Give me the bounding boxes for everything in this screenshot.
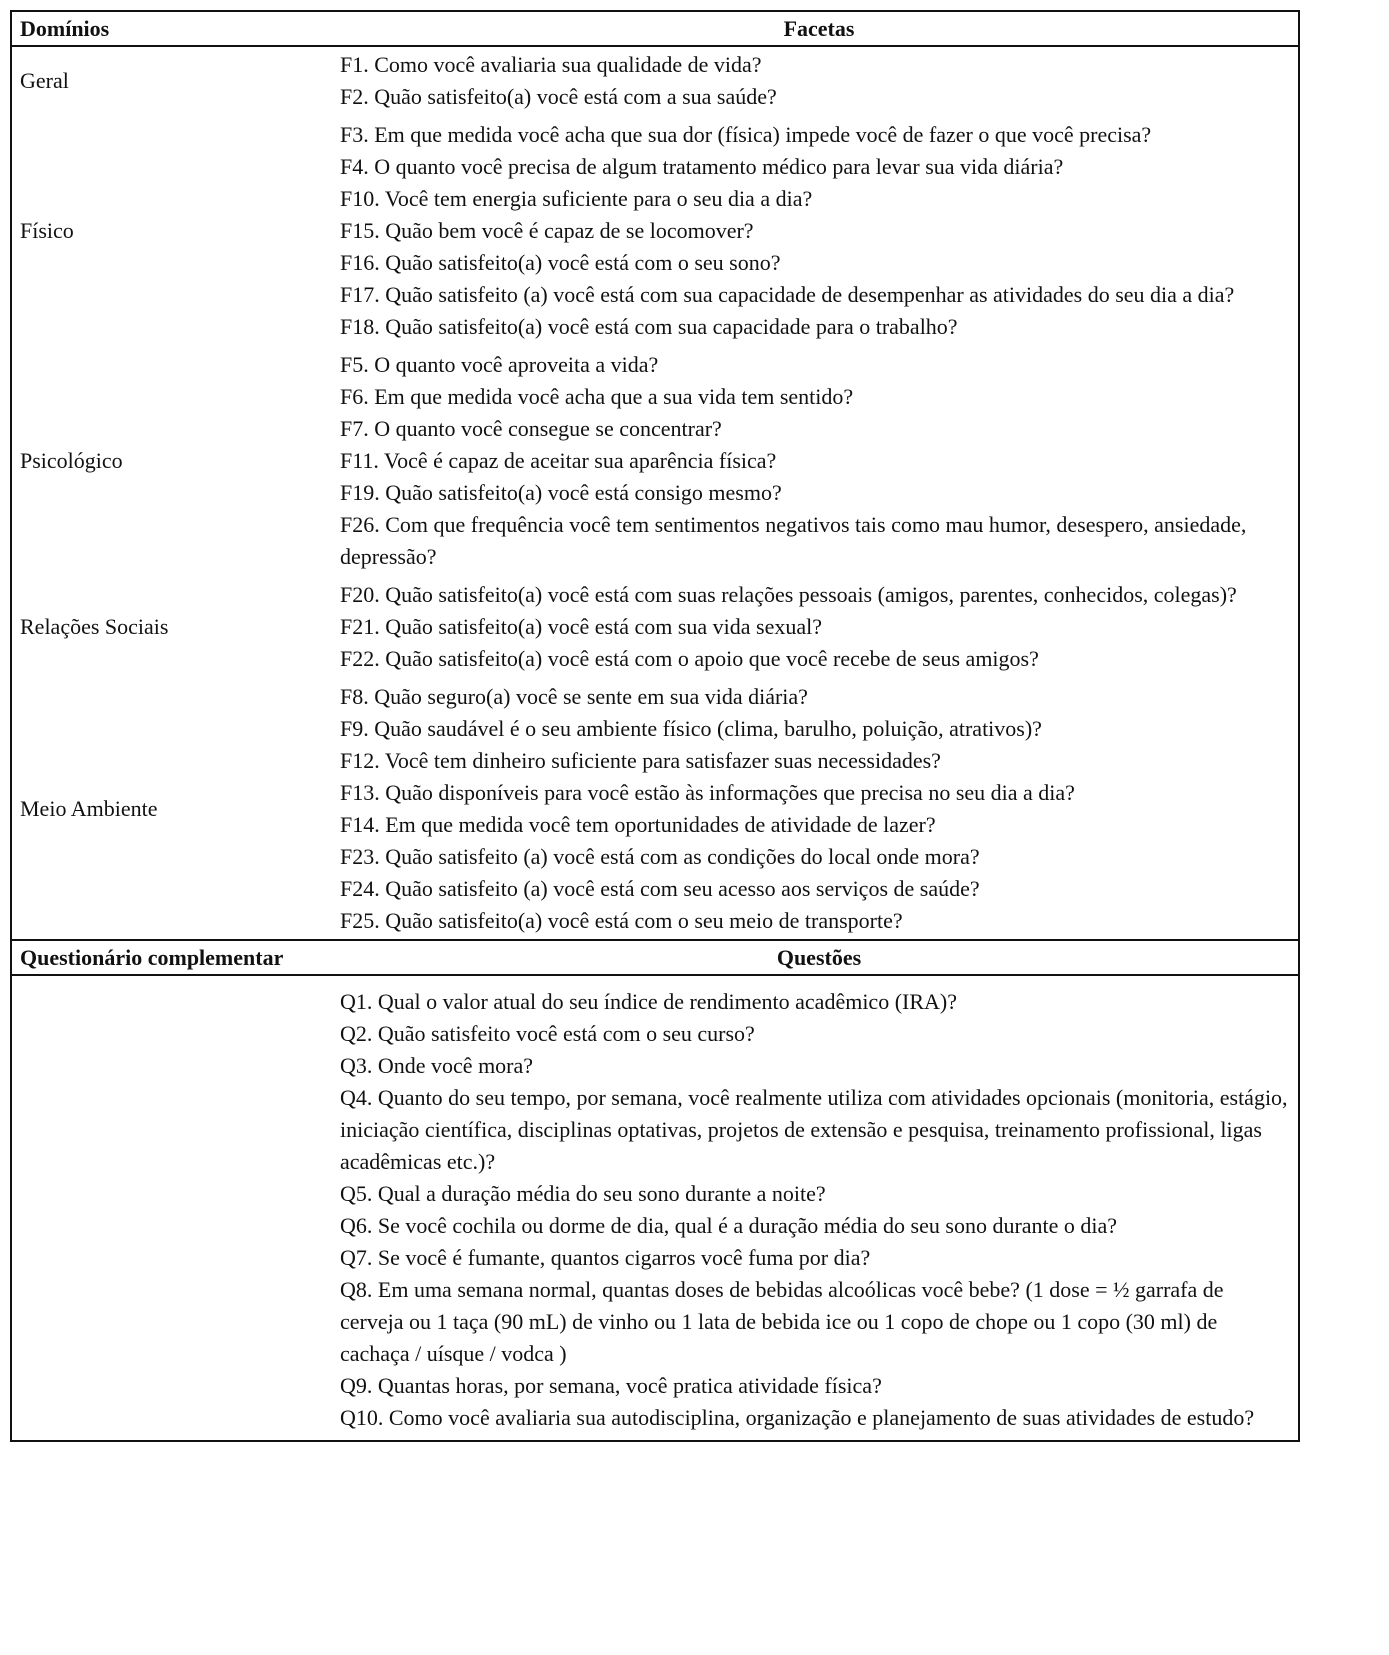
domain-name: Geral [20, 68, 69, 93]
facet-item: F8. Quão seguro(a) você se sente em sua vida diária? [340, 684, 808, 709]
table-header-questions [12, 939, 1298, 976]
facet-item: F15. Quão bem você é capaz de se locomover? [340, 218, 754, 243]
facet-list [340, 349, 1298, 573]
facet-item: F19. Quão satisfeito(a) você está consigo mesmo? [340, 480, 782, 505]
domain-row [12, 345, 1298, 575]
domain-row [12, 677, 1298, 939]
domain-name: Psicológico [20, 448, 123, 473]
facet-item: F24. Quão satisfeito (a) você está com seu acesso aos serviços de saúde? [340, 876, 980, 901]
facet-list [340, 681, 1298, 937]
domain-name: Físico [20, 218, 74, 243]
table-header-domains [12, 12, 1298, 47]
header-dominios: Domínios [20, 15, 110, 41]
domains-body [12, 47, 1298, 939]
question-item: Q9. Quantas horas, por semana, você pratica atividade física? [340, 1373, 882, 1398]
question-item: Q10. Como você avaliaria sua autodisciplina, organização e planejamento de suas atividades de estudo? [340, 1405, 1255, 1430]
facet-item: F7. O quanto você consegue se concentrar? [340, 416, 722, 441]
question-item: Q5. Qual a duração média do seu sono durante a noite? [340, 1181, 826, 1206]
domain-name: Relações Sociais [20, 614, 169, 639]
whoqol-table [10, 10, 1300, 1442]
questions-list [340, 986, 1298, 1434]
facet-item: F1. Como você avaliaria sua qualidade de vida? [340, 52, 762, 77]
facet-item: F3. Em que medida você acha que sua dor (física) impede você de fazer o que você precisa? [340, 122, 1152, 147]
facet-item: F13. Quão disponíveis para você estão às informações que precisa no seu dia a dia? [340, 780, 1075, 805]
facet-item: F12. Você tem dinheiro suficiente para satisfazer suas necessidades? [340, 748, 941, 773]
question-item: Q7. Se você é fumante, quantos cigarros você fuma por dia? [340, 1245, 871, 1270]
facet-item: F26. Com que frequência você tem sentimentos negativos tais como mau humor, desespero, ansiedade, depressão? [340, 512, 1247, 569]
header-facetas: Facetas [783, 15, 855, 41]
facet-item: F23. Quão satisfeito (a) você está com as condições do local onde mora? [340, 844, 980, 869]
facet-item: F2. Quão satisfeito(a) você está com a sua saúde? [340, 84, 777, 109]
domain-name: Meio Ambiente [20, 796, 158, 821]
facet-list [340, 579, 1298, 675]
facet-item: F22. Quão satisfeito(a) você está com o apoio que você recebe de seus amigos? [340, 646, 1039, 671]
facet-item: F10. Você tem energia suficiente para o seu dia a dia? [340, 186, 813, 211]
facet-item: F20. Quão satisfeito(a) você está com suas relações pessoais (amigos, parentes, conhecidos, colegas)? [340, 582, 1237, 607]
facet-item: F18. Quão satisfeito(a) você está com sua capacidade para o trabalho? [340, 314, 958, 339]
domain-row [12, 115, 1298, 345]
facet-item: F21. Quão satisfeito(a) você está com sua vida sexual? [340, 614, 823, 639]
header-questoes: Questões [776, 944, 862, 970]
question-item: Q6. Se você cochila ou dorme de dia, qual é a duração média do seu sono durante o dia? [340, 1213, 1118, 1238]
facet-item: F14. Em que medida você tem oportunidades de atividade de lazer? [340, 812, 936, 837]
facet-item: F25. Quão satisfeito(a) você está com o seu meio de transporte? [340, 908, 903, 933]
question-item: Q2. Quão satisfeito você está com o seu curso? [340, 1021, 755, 1046]
domain-row [12, 575, 1298, 677]
facet-item: F4. O quanto você precisa de algum tratamento médico para levar sua vida diária? [340, 154, 1064, 179]
domain-row [12, 47, 1298, 115]
facet-item: F6. Em que medida você acha que a sua vida tem sentido? [340, 384, 854, 409]
question-item: Q8. Em uma semana normal, quantas doses de bebidas alcoólicas você bebe? (1 dose = ½ garrafa de cerveja ou 1 taça (90 mL) de vinho ou 1 lata de bebida ice ou 1 copo de chope ou 1 copo (30 ml) de cachaça / uísque / vodca ) [340, 1277, 1224, 1366]
facet-item: F9. Quão saudável é o seu ambiente físico (clima, barulho, poluição, atrativos)? [340, 716, 1042, 741]
facet-item: F11. Você é capaz de aceitar sua aparência física? [340, 448, 777, 473]
question-item: Q4. Quanto do seu tempo, por semana, você realmente utiliza com atividades opcionais (monitoria, estágio, iniciação científica, disciplinas optativas, projetos de extensão e pesquisa, treinamento profissional, ligas acadêmicas etc.)? [340, 1085, 1288, 1174]
facet-item: F16. Quão satisfeito(a) você está com o seu sono? [340, 250, 781, 275]
questions-group [12, 976, 1298, 1440]
facet-list [340, 119, 1298, 343]
question-item: Q3. Onde você mora? [340, 1053, 534, 1078]
facet-item: F5. O quanto você aproveita a vida? [340, 352, 659, 377]
header-questionario: Questionário complementar [20, 944, 284, 970]
question-item: Q1. Qual o valor atual do seu índice de rendimento acadêmico (IRA)? [340, 989, 957, 1014]
facet-list [340, 49, 1298, 113]
facet-item: F17. Quão satisfeito (a) você está com sua capacidade de desempenhar as atividades do seu dia a dia? [340, 282, 1235, 307]
